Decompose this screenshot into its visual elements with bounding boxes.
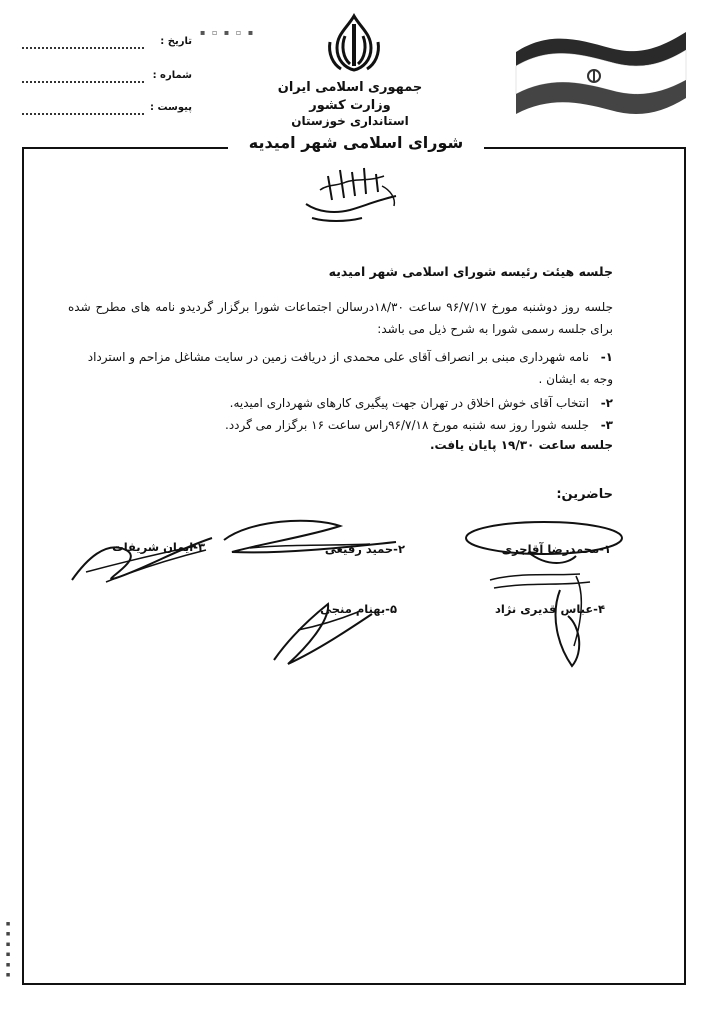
signature-4	[480, 566, 620, 676]
agenda-item-text: نامه شهرداری مبنی بر انصراف آقای علی محمدی از دریافت زمین در سایت مشاغل مزاحم و استرداد وجه به ایشان .	[87, 350, 613, 386]
faint-stamp-marks: ▪ ▫ ▪ ▫ ▪	[200, 28, 256, 37]
signatory-1-name: ۱-محمدرضا آقاجری	[501, 542, 611, 556]
date-dotted-line	[22, 47, 144, 49]
letter-intro: جلسه روز دوشنبه مورخ ۹۶/۷/۱۷ ساعت ۱۸/۳۰درسالن اجتماعات شورا برگزار گردیدو نامه های مطرح شده برای جلسه رسمی شورا به شرح ذیل می باشد:	[68, 300, 613, 336]
agenda-item-number: ۱-	[600, 350, 613, 364]
signature-2	[220, 514, 410, 564]
council-title: شورای اسلامی شهر امیدیه	[228, 133, 484, 152]
agenda-item-3	[68, 414, 613, 436]
side-print-marks: ▪ ▪ ▪ ▪ ▪ ▪	[4, 920, 12, 980]
iran-emblem-icon	[325, 12, 383, 74]
number-dotted-line	[22, 81, 144, 83]
attendees-label: حاضرین:	[556, 487, 613, 502]
attachment-field	[22, 102, 192, 118]
agenda-item-2	[68, 392, 613, 414]
country-name: جمهوری اسلامی ایران	[277, 80, 423, 95]
signatory-4-name: ۴-عباس قدیری نژاد	[494, 602, 605, 616]
agenda-item-number: ۳-	[600, 418, 613, 432]
governorate-name: استانداری خوزستان	[291, 114, 409, 128]
meeting-closing: جلسه ساعت ۱۹/۳۰ پایان یافت.	[429, 438, 613, 452]
date-field	[22, 36, 192, 52]
number-label: شماره :	[152, 70, 192, 81]
signatory-2-name: ۲-حمید رفیعی	[324, 542, 405, 556]
agenda-item-text: انتخاب آقای خوش اخلاق در تهران جهت پیگیری کارهای شهرداری امیدیه.	[229, 396, 589, 410]
ministry-name: وزارت کشور	[309, 98, 391, 113]
basmala-calligraphy	[298, 160, 408, 232]
signatory-3-name: ۳-ایمان شریفات	[112, 540, 205, 554]
agenda-item-text: جلسه شورا روز سه شنبه مورخ ۹۶/۷/۱۸راس ساعت ۱۶ برگزار می گردد.	[225, 418, 589, 432]
date-label: تاریخ :	[160, 36, 192, 47]
signature-3	[66, 520, 216, 590]
agenda-item-number: ۲-	[600, 396, 613, 410]
attachment-label: پیوست :	[149, 102, 192, 113]
letter-subject: جلسه هیئت رئیسه شورای اسلامی شهر امیدیه	[328, 264, 613, 279]
iran-flag-icon	[510, 22, 688, 122]
attachment-dotted-line	[22, 113, 144, 115]
signatory-5-name: ۵-بهنام منجی	[320, 602, 397, 616]
number-field	[22, 70, 192, 86]
agenda-item-1	[68, 346, 613, 390]
